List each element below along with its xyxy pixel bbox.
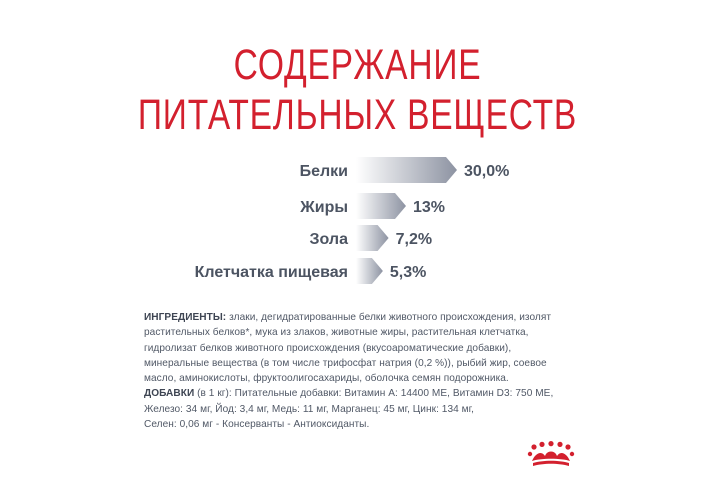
ingredients-line: растительных белков*, мука из злаков, животные жиры, растительная клетчатка, (144, 327, 529, 339)
ingredients-text-0: злаки, дегидратированные белки животного происхождения, изолят (226, 312, 552, 323)
ingredients-label: ИНГРЕДИЕНТЫ: (144, 312, 227, 323)
title-line-1: СОДЕРЖАНИЕ (233, 41, 482, 89)
page-title (79, 40, 637, 140)
chart-bar (356, 258, 383, 284)
chart-bar-shape (356, 157, 457, 183)
chart-bar-shape (356, 193, 406, 219)
chart-bar-shape (356, 225, 389, 251)
chart-bar-arrow (356, 157, 457, 183)
chart-bar-shape (356, 258, 383, 284)
chart-row (0, 157, 715, 189)
chart-value-label: 7,2% (395, 231, 433, 248)
additives-line: Железо: 34 мг, Йод: 3,4 мг, Медь: 11 мг, Марганец: 45 мг, Цинк: 134 мг, (144, 403, 474, 415)
ingredients-line: минеральные вещества (в том числе трифосфат натрия (0,2 %)), рыбий жир, соевое (144, 357, 547, 369)
additives-first-line (144, 386, 584, 401)
additives-line: Селен: 0,06 мг - Консерванты - Антиоксиданты. (144, 419, 370, 431)
chart-bar-arrow (356, 258, 383, 284)
chart-row (0, 225, 715, 257)
ingredients-line: гидролизат белков животного происхождения (вкусоароматические добавки), (144, 342, 512, 354)
chart-category-label: Зола (309, 231, 348, 248)
chart-row (0, 258, 715, 290)
title-line-2: ПИТАТЕЛЬНЫХ ВЕЩЕСТВ (137, 91, 578, 139)
ingredients-block (144, 310, 584, 432)
chart-bar (356, 157, 457, 183)
chart-bar-arrow (356, 225, 389, 251)
chart-value-label: 30,0% (464, 163, 510, 180)
royal-canin-crown-icon (526, 441, 576, 469)
ingredients-first-line (144, 310, 584, 325)
chart-value-label: 13% (413, 199, 446, 216)
chart-bar (356, 193, 406, 219)
chart-category-label: Жиры (300, 199, 348, 216)
chart-row (0, 193, 715, 225)
chart-value-label: 5,3% (389, 264, 427, 281)
chart-bar-arrow (356, 193, 406, 219)
additives-label: ДОБАВКИ (144, 388, 195, 400)
chart-category-label: Клетчатка пищевая (194, 264, 348, 281)
chart-bar (356, 225, 389, 251)
additives-text-0: (в 1 кг): Питательные добавки: Витамин A: 14400 МЕ, Витамин D3: 750 МЕ, (194, 388, 554, 400)
ingredients-line: масло, аминокислоты, фруктоолигосахариды, оболочка семян подорожника. (144, 373, 509, 385)
chart-category-label: Белки (299, 163, 348, 180)
